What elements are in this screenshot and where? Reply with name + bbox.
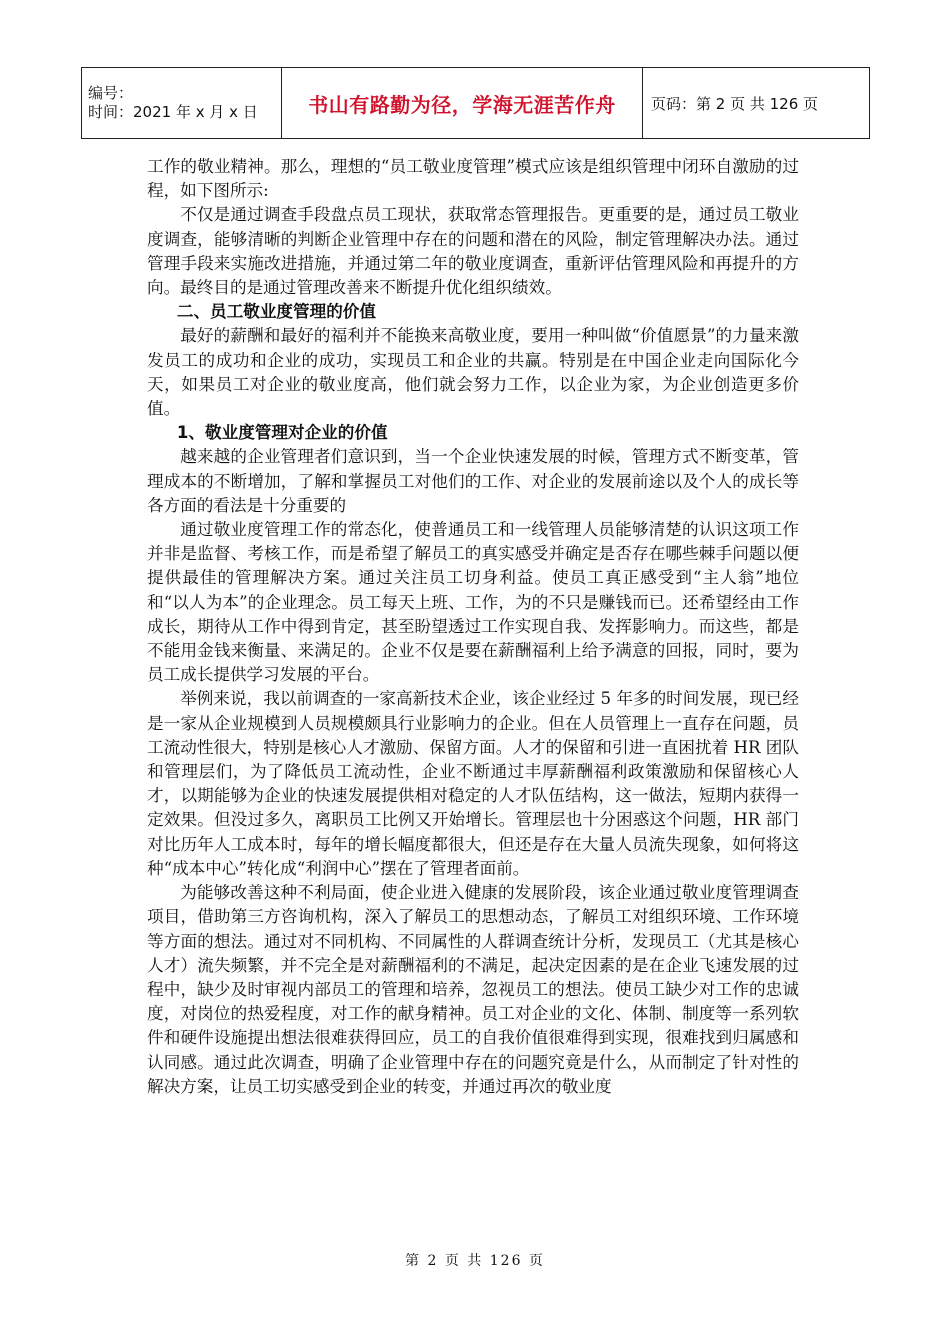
section-heading: 二、员工敬业度管理的价值 [176, 302, 376, 322]
paragraph: 最好的薪酬和最好的福利并不能换来高敬业度，要用一种叫做“价值愿景”的力量来激发员工的成功和企业的成功，实现员工和企业的共赢。特别是在中国企业走向国际化今天，如果员工对企业的敬业度高，他们就会努力工作，以企业为家，为企业创造更多价值。 [147, 326, 799, 419]
paragraph: 不仅是通过调查手段盘点员工现状，获取常态管理报告。更重要的是，通过员工敬业度调查，能够清晰的判断企业管理中存在的问题和潜在的风险，制定管理解决办法。通过管理手段来实施改进措施，并通过第二年的敬业度调查，重新评估管理风险和再提升的方向。最终目的是通过管理改善来不断提升优化组织绩效。 [147, 205, 799, 298]
paragraph: 越来越的企业管理者们意识到，当一个企业快速发展的时候，管理方式不断变革，管理成本的不断增加，了解和掌握员工对他们的工作、对企业的发展前途以及个人的成长等各方面的看法是十分重要的 [147, 447, 799, 515]
paragraph: 通过敬业度管理工作的常态化，使普通员工和一线管理人员能够清楚的认识这项工作并非是监督、考核工作，而是希望了解员工的真实感受并确定是否存在哪些棘手问题以便提供最佳的管理解决方案。通过关注员工切身利益。使员工真正感受到“主人翁”地位和“以人为本”的企业理念。员工每天上班、工作，为的不只是赚钱而已。还希望经由工作成长，期待从工作中得到肯定，甚至盼望透过工作实现自我、发挥影响力。而这些，都是不能用金钱来衡量、来满足的。企业不仅是要在薪酬福利上给予满意的回报，同时，要为员工成长提供学习发展的平台。 [147, 520, 799, 685]
header-meta-cell [82, 68, 282, 139]
header-page-number: 页码：第 2 页 共 126 页 [643, 68, 870, 139]
paragraph: 举例来说，我以前调查的一家高新技术企业，该企业经过 5 年多的时间发展，现已经是一家从企业规模到人员规模颇具行业影响力的企业。但在人员管理上一直存在问题，员工流动性很大，特别是核心人才激励、保留方面。人才的保留和引进一直困扰着 HR 团队和管理层们，为了降低员工流动性，企业不断通过丰厚薪酬福利政策激励和保留核心人才，以期能够为企业的快速发展提供相对稳定的人才队伍结构，这一做法，短期内获得一定效果。但没过多久，离职员工比例又开始增长。管理层也十分困惑这个问题，HR 部门对比历年人工成本时，每年的增长幅度都很大，但还是存在大量人员流失现象，如何将这种“成本中心”转化成“利润中心”摆在了管理者面前。 [147, 689, 799, 878]
subsection-heading: 1、敬业度管理对企业的价值 [176, 423, 388, 443]
page-header [81, 67, 870, 139]
paragraph: 为能够改善这种不利局面，使企业进入健康的发展阶段，该企业通过敬业度管理调查项目，借助第三方咨询机构，深入了解员工的思想动态，了解员工对组织环境、工作环境等方面的想法。通过对不同机构、不同属性的人群调查统计分析，发现员工（尤其是核心人才）流失频繁，并不完全是对薪酬福利的不满足，起决定因素的是在企业飞速发展的过程中，缺少及时审视内部员工的管理和培养，忽视员工的想法。使员工缺少对工作的忠诚度，对岗位的热爱程度，对工作的献身精神。员工对企业的文化、体制、制度等一系列软件和硬件设施提出想法很难获得回应，员工的自我价值很难得到实现，很难找到归属感和认同感。通过此次调查，明确了企业管理中存在的问题究竟是什么，从而制定了针对性的解决方案，让员工切实感受到企业的转变，并通过再次的敬业度 [147, 883, 799, 1096]
header-motto: 书山有路勤为径，学海无涯苦作舟 [282, 68, 643, 139]
page-footer: 第 2 页 共 126 页 [405, 1253, 545, 1269]
document-date: 时间：2021 年 x 月 x 日 [88, 103, 258, 121]
paragraph: 工作的敬业精神。那么，理想的“员工敬业度管理”模式应该是组织管理中闭环自激励的过程，如下图所示: [147, 157, 799, 201]
document-body [147, 155, 799, 1099]
document-code: 编号： [88, 84, 134, 102]
